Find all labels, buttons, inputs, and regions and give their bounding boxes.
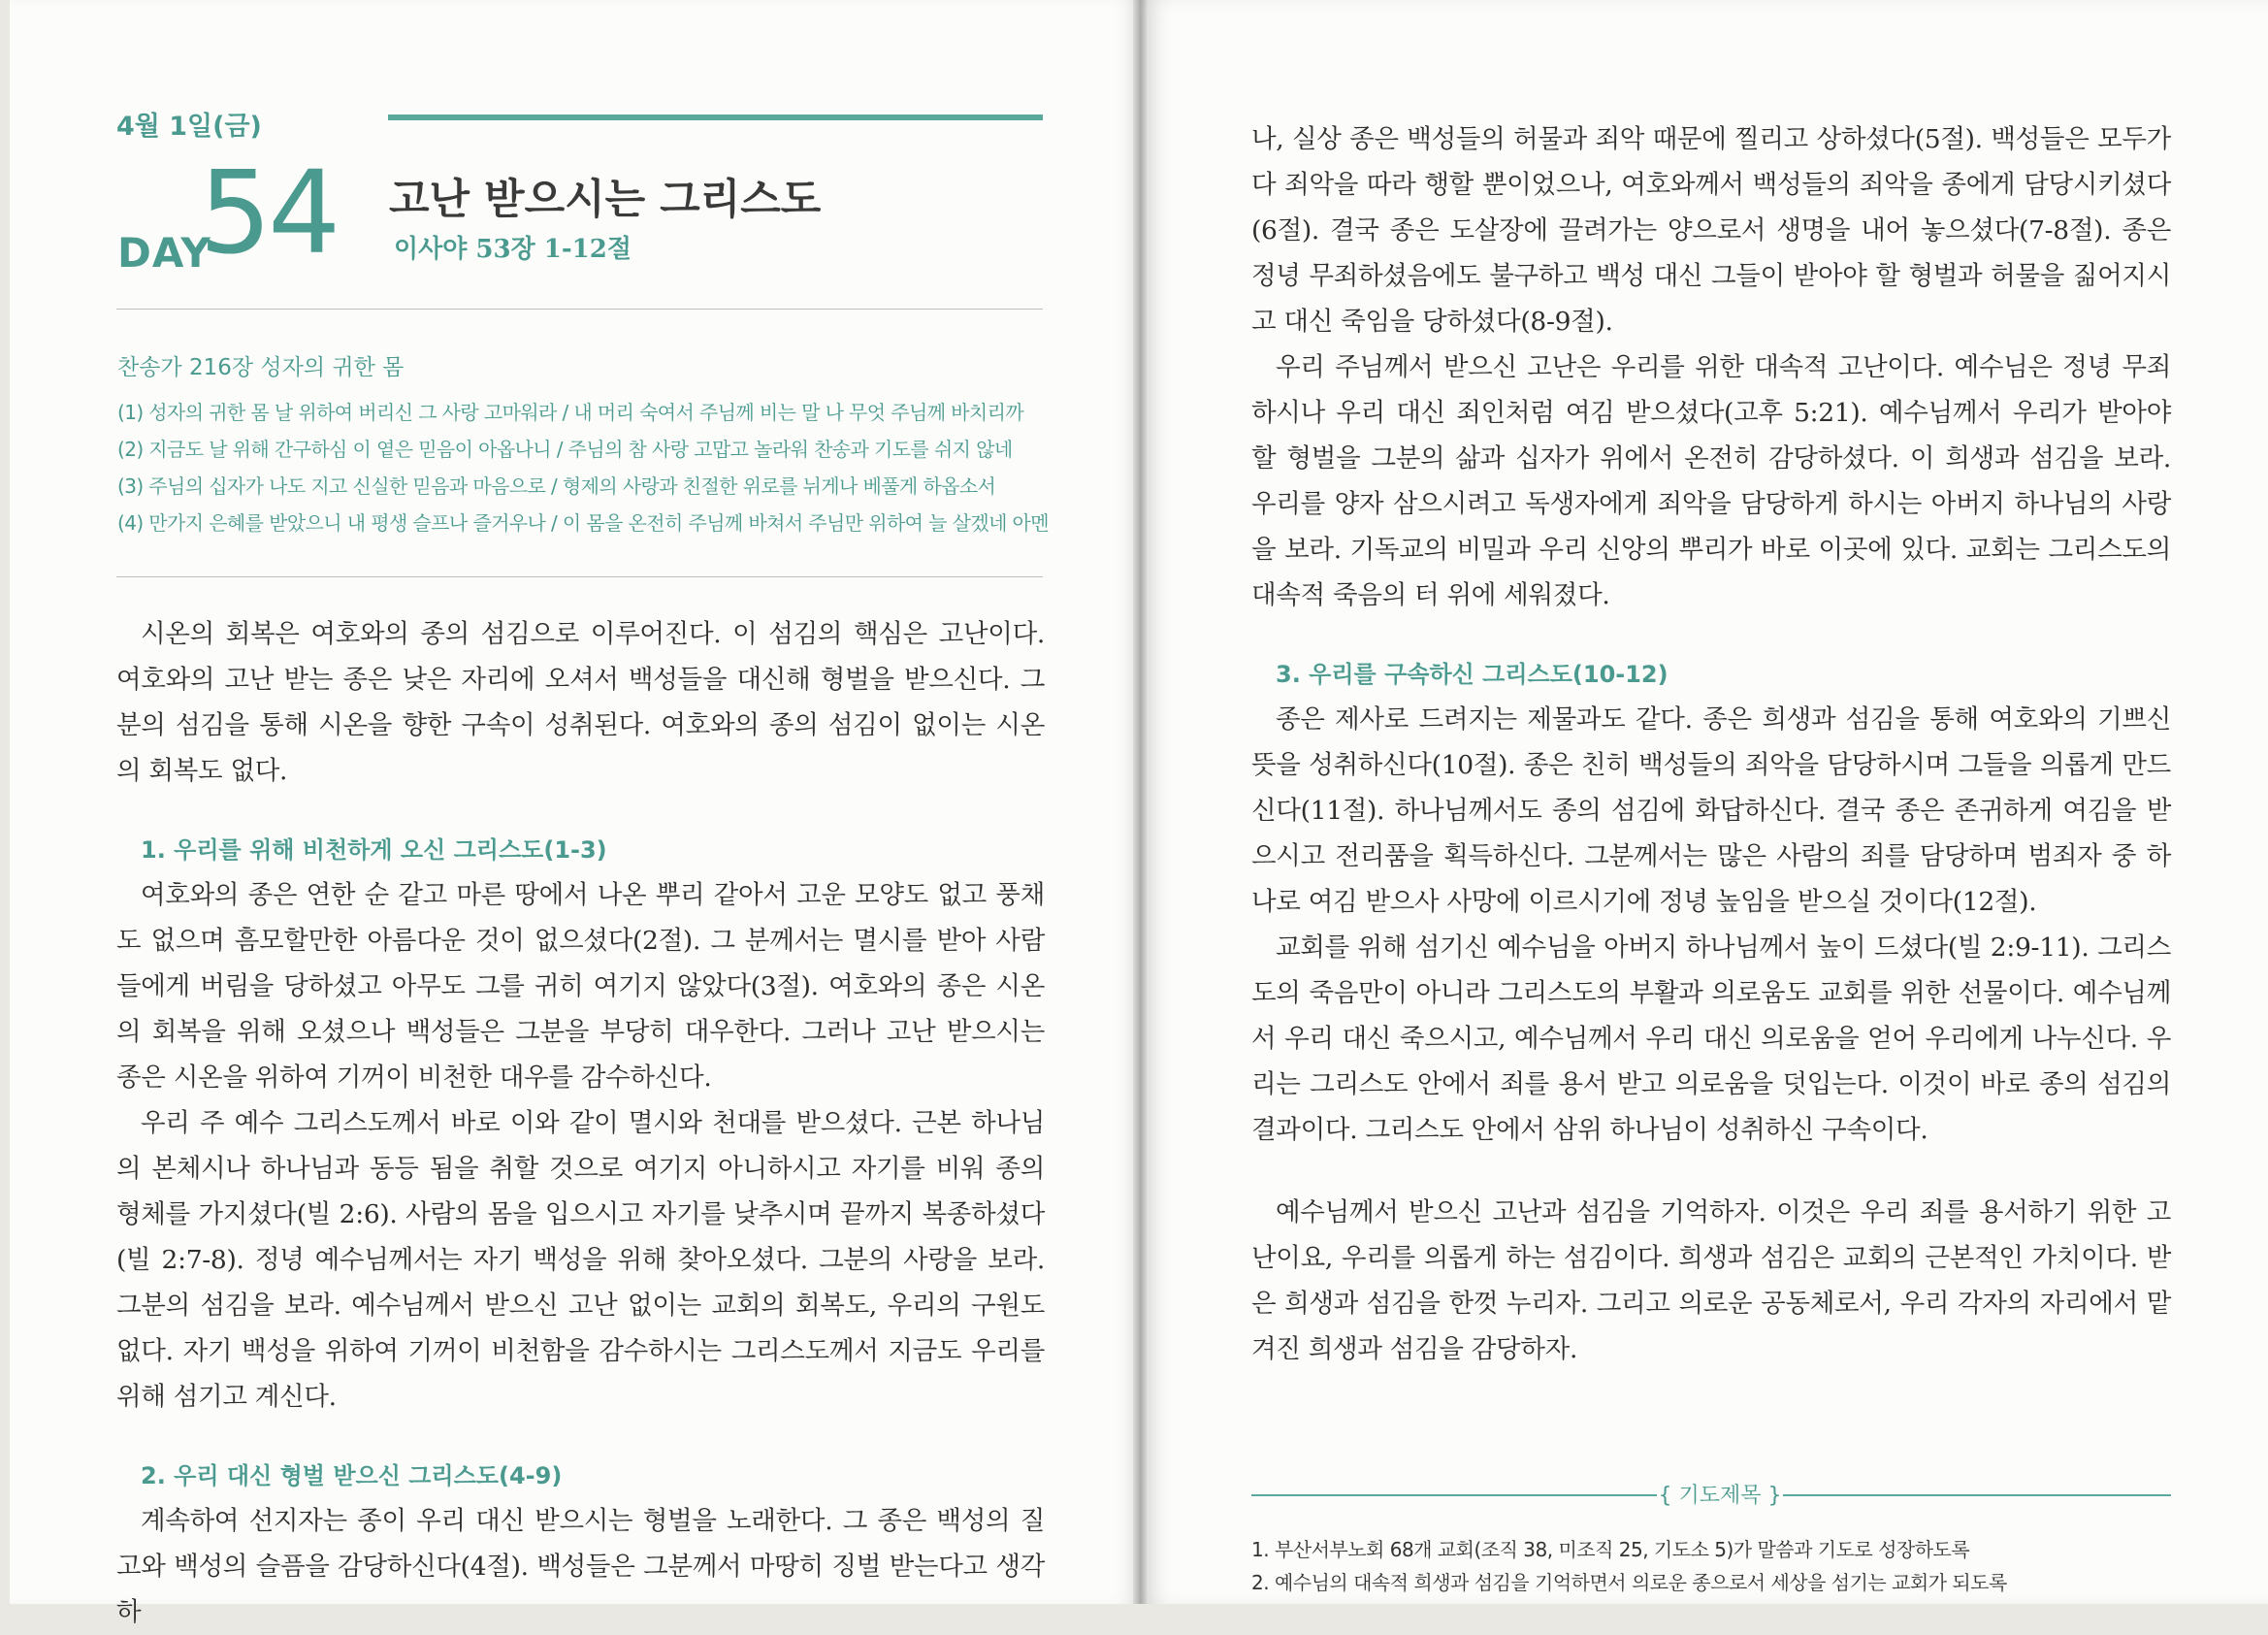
- section-heading-3: 3. 우리를 구속하신 그리스도(10-12): [1276, 661, 1669, 688]
- section-heading-1: 1. 우리를 위해 비천하게 오신 그리스도(1-3): [141, 836, 607, 864]
- right-column: [1251, 116, 2171, 1372]
- body-paragraph: 우리 주님께서 받으신 고난은 우리를 위한 대속적 고난이다. 예수님은 정녕 무죄하시나 우리 대신 죄인처럼 여김 받으셨다(고후 5:21). 예수님께서 우리가 받아야 할 형벌을 그분의 삶과 십자가 위에서 온전히 감당하셨다. 이 희생과 섬김을 보라. 우리를 양자 삼으시려고 독생자에게 죄악을 담당하게 하시는 아버지 하나님의 사랑을 보라. 기독교의 비밀과 우리 신앙의 뿌리가 바로 이곳에 있다. 교회는 그리스도의 대속적 죽음의 터 위에 세워졌다.: [1251, 352, 2171, 610]
- book-spine: [1133, 0, 1147, 1604]
- section-heading-2: 2. 우리 대신 형벌 받으신 그리스도(4-9): [141, 1462, 563, 1489]
- prayer-rule-right: [1783, 1494, 2171, 1496]
- page-title: 고난 받으시는 그리스도: [389, 176, 822, 224]
- body-paragraph: 종은 제사로 드려지는 제물과도 같다. 종은 희생과 섬김을 통해 여호와의 기쁘신 뜻을 성취하신다(10절). 종은 친히 백성들의 죄악을 담당하시며 그들을 의롭게 만드신다(11절). 하나님께서도 종의 섬김에 화답하신다. 결국 종은 존귀하게 여김을 받으시고 전리품을 획득하신다. 그분께서는 많은 사람의 죄를 담당하며 범죄자 중 하나로 여김 받으사 사망에 이르시기에 정녕 높임을 받으실 것이다(12절).: [1251, 704, 2171, 917]
- hymn-verse: (4) 만가지 은혜를 받았으니 내 평생 슬프나 즐거우나 / 이 몸을 온전히 주님께 바쳐서 주님만 위하여 늘 살겠네 아멘: [117, 511, 1049, 535]
- body-paragraph: 교회를 위해 섬기신 예수님을 아버지 하나님께서 높이 드셨다(빌 2:9-11). 그리스도의 죽음만이 아니라 그리스도의 부활과 의로움도 교회를 위한 선물이다. 예수님께서 우리 대신 죽으시고, 예수님께서 우리 대신 의로움을 얻어 우리에게 나누신다. 우리는 그리스도 안에서 죄를 용서 받고 의로움을 덧입는다. 이것이 바로 종의 섬김의 결과이다. 그리스도 안에서 삼위 하나님이 성취하신 구속이다.: [1251, 932, 2171, 1145]
- day-number: 54: [199, 146, 338, 279]
- body-paragraph: 계속하여 선지자는 종이 우리 대신 받으시는 형벌을 노래한다. 그 종은 백성의 질고와 백성의 슬픔을 감당하신다(4절). 백성들은 그분께서 마땅히 징벌 받는다고 생각하: [116, 1506, 1045, 1627]
- hymn-title: 찬송가 216장 성자의 귀한 몸: [117, 355, 405, 380]
- scripture-passage: 이사야 53장 1-12절: [394, 235, 632, 264]
- prayer-item: 2. 예수님의 대속적 희생과 섬김을 기억하면서 의로운 종으로서 세상을 섬기는 교회가 되도록: [1251, 1571, 2007, 1594]
- body-paragraph: 여호와의 종은 연한 순 같고 마른 땅에서 나온 뿌리 같아서 고운 모양도 없고 풍채도 없으며 흠모할만한 아름다운 것이 없으셨다(2절). 그 분께서는 멸시를 받아 사람들에게 버림을 당하셨고 아무도 그를 귀히 여기지 않았다(3절). 여호와의 종은 시온의 회복을 위해 오셨으나 백성들은 그분을 부당히 대우한다. 그러나 고난 받으시는 종은 시온을 위하여 기꺼이 비천한 대우를 감수하신다.: [116, 880, 1045, 1093]
- header-rule: [388, 114, 1043, 120]
- prayer-item: 1. 부산서부노회 68개 교회(조직 38, 미조직 25, 기도소 5)가 말씀과 기도로 성장하도록: [1251, 1538, 1970, 1561]
- intro-paragraph: 시온의 회복은 여호와의 종의 섬김으로 이루어진다. 이 섬김의 핵심은 고난이다. 여호와의 고난 받는 종은 낮은 자리에 오셔서 백성들을 대신해 형벌을 받으신다. 그분의 섬김을 통해 시온을 향한 구속이 성취된다. 여호와의 종의 섬김이 없이는 시온의 회복도 없다.: [116, 619, 1045, 786]
- body-paragraph-continued: 나, 실상 종은 백성들의 허물과 죄악 때문에 찔리고 상하셨다(5절). 백성들은 모두가 다 죄악을 따라 행할 뿐이었으나, 여호와께서 백성들의 죄악을 종에게 담당시키셨다(6절). 결국 종은 도살장에 끌려가는 양으로서 생명을 내어 놓으셨다(7-8절). 종은 정녕 무죄하셨음에도 불구하고 백성 대신 그들이 받아야 할 형벌과 허물을 짊어지시고 대신 죽임을 당하셨다(8-9절).: [1251, 124, 2171, 337]
- hymn-verses: [117, 394, 1049, 541]
- prayer-rule-left: [1251, 1494, 1657, 1496]
- prayer-list: [1251, 1533, 2007, 1599]
- hymn-verse: (2) 지금도 날 위해 간구하심 이 옅은 믿음이 아옵나니 / 주님의 참 사랑 고맙고 놀라워 찬송과 기도를 쉬지 않네: [117, 438, 1013, 461]
- conclusion-paragraph: 예수님께서 받으신 고난과 섬김을 기억하자. 이것은 우리 죄를 용서하기 위한 고난이요, 우리를 의롭게 하는 섬김이다. 희생과 섬김은 교회의 근본적인 가치이다. 받은 희생과 섬김을 한껏 누리자. 그리고 의로운 공동체로서, 우리 각자의 자리에서 맡겨진 희생과 섬김을 감당하자.: [1251, 1197, 2171, 1364]
- left-column: [116, 611, 1045, 1635]
- hymn-verse: (1) 성자의 귀한 몸 날 위하여 버리신 그 사랑 고마워라 / 내 머리 숙여서 주님께 비는 말 나 무엇 주님께 바치리까: [117, 401, 1024, 424]
- devotion-date: 4월 1일(금): [116, 112, 262, 142]
- day-label: DAY: [117, 229, 211, 277]
- body-paragraph: 우리 주 예수 그리스도께서 바로 이와 같이 멸시와 천대를 받으셨다. 근본 하나님의 본체시나 하나님과 동등 됨을 취할 것으로 여기지 아니하시고 자기를 비워 종의 형체를 가지셨다(빌 2:6). 사람의 몸을 입으시고 자기를 낮추시며 끝까지 복종하셨다(빌 2:7-8). 정녕 예수님께서는 자기 백성을 위해 찾아오셨다. 그분의 사랑을 보라. 그분의 섬김을 보라. 예수님께서 받으신 고난 없이는 교회의 회복도, 우리의 구원도 없다. 자기 백성을 위하여 기꺼이 비천함을 감수하시는 그리스도께서 지금도 우리를 위해 섬기고 계신다.: [116, 1108, 1045, 1412]
- divider: [116, 309, 1043, 310]
- hymn-verse: (3) 주님의 십자가 나도 지고 신실한 믿음과 마음으로 / 형제의 사랑과 친절한 위로를 뉘게나 베풀게 하옵소서: [117, 474, 996, 498]
- divider: [116, 576, 1043, 577]
- prayer-label: { 기도제목 }: [1657, 1479, 1783, 1509]
